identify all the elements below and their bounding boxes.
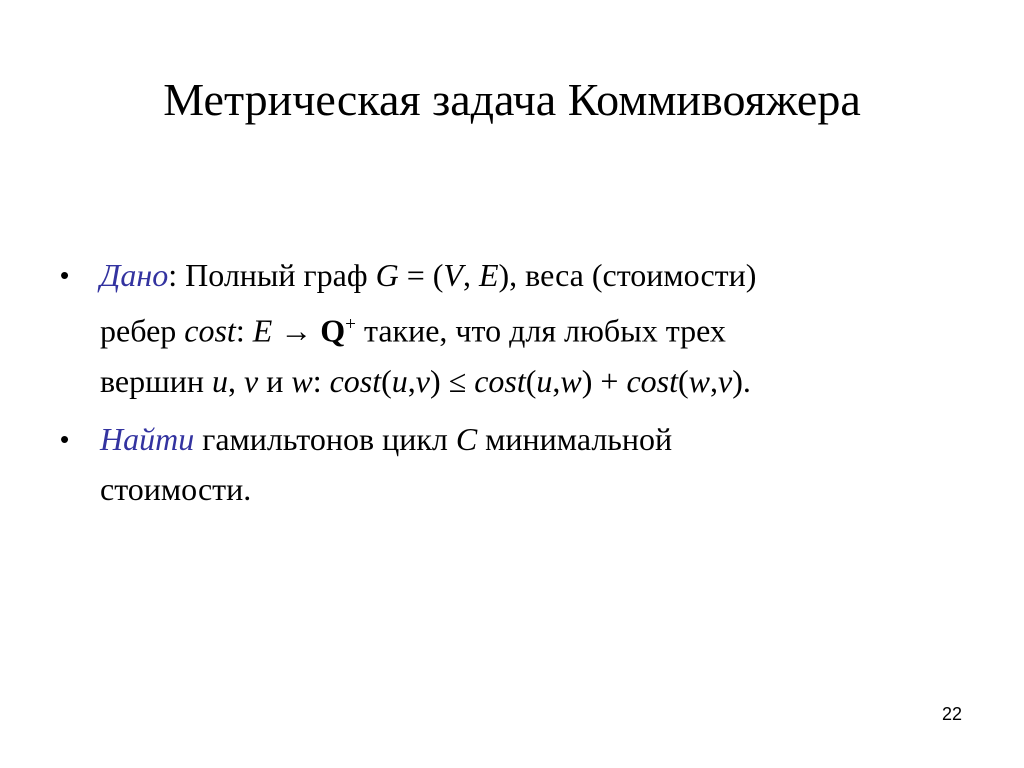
text-run: v bbox=[718, 362, 733, 399]
text-run: : bbox=[312, 362, 330, 399]
text-run: u bbox=[536, 362, 553, 399]
text-run: ( bbox=[525, 362, 537, 399]
text-run: C bbox=[455, 420, 478, 457]
text-run: , bbox=[407, 362, 416, 399]
text-run: v bbox=[244, 362, 259, 399]
text-run: ребер bbox=[100, 312, 185, 349]
bullet-dot-icon: • bbox=[60, 260, 70, 290]
bullet-line bbox=[100, 300, 960, 356]
text-run: G bbox=[375, 257, 399, 293]
text-run: : Полный граф bbox=[168, 257, 376, 293]
text-run: вершин bbox=[100, 362, 213, 399]
text-run: cost bbox=[626, 362, 678, 399]
text-run: ), веса (стоимости) bbox=[498, 257, 757, 293]
bullet-line bbox=[100, 464, 960, 514]
text-run: u bbox=[391, 362, 408, 399]
text-run: стоимости. bbox=[100, 470, 252, 507]
page-number: 22 bbox=[941, 704, 962, 724]
text-run: : bbox=[235, 312, 253, 349]
bullet-line bbox=[100, 414, 960, 464]
text-run: cost bbox=[474, 362, 526, 399]
text-run: ( bbox=[381, 362, 392, 399]
text-run: v bbox=[415, 362, 430, 399]
bullet-keyword: Дано bbox=[100, 257, 169, 293]
text-run: E bbox=[478, 257, 499, 293]
bullet-line bbox=[100, 250, 960, 300]
text-run: минимальной bbox=[477, 420, 673, 457]
text-run: ) + bbox=[581, 362, 627, 399]
text-run: cost bbox=[184, 312, 236, 349]
text-run: u bbox=[212, 362, 229, 399]
text-run: , bbox=[228, 362, 245, 399]
text-run: ( bbox=[678, 362, 689, 399]
text-run: гамильтонов цикл bbox=[194, 420, 456, 457]
text-run: и bbox=[258, 362, 292, 399]
bullet-text bbox=[194, 421, 672, 457]
text-run: , bbox=[552, 362, 561, 399]
text-run: Q bbox=[320, 312, 346, 349]
text-run: ). bbox=[732, 362, 751, 399]
bullet-dot-icon: • bbox=[60, 423, 70, 454]
text-run: + bbox=[345, 314, 356, 335]
text-run: cost bbox=[329, 362, 382, 399]
bullet-given bbox=[60, 250, 960, 406]
text-run: → bbox=[272, 312, 321, 349]
bullet-find bbox=[60, 414, 960, 514]
text-run: w bbox=[560, 362, 582, 399]
slide-title: Метрическая задача Коммивояжера bbox=[163, 74, 861, 125]
bullet-list bbox=[60, 250, 960, 514]
bullet-keyword: Найти bbox=[100, 420, 195, 457]
text-run: , bbox=[710, 362, 718, 399]
bullet-text bbox=[168, 257, 756, 293]
text-run: = ( bbox=[398, 257, 444, 293]
text-run: w bbox=[291, 362, 313, 399]
text-run: , bbox=[462, 257, 479, 293]
text-run: w bbox=[688, 362, 710, 399]
bullet-line bbox=[100, 356, 960, 406]
text-run: такие, что для любых трех bbox=[355, 312, 726, 349]
text-run: E bbox=[252, 312, 273, 349]
text-run: ) ≤ bbox=[429, 362, 475, 399]
text-run: V bbox=[443, 257, 463, 293]
